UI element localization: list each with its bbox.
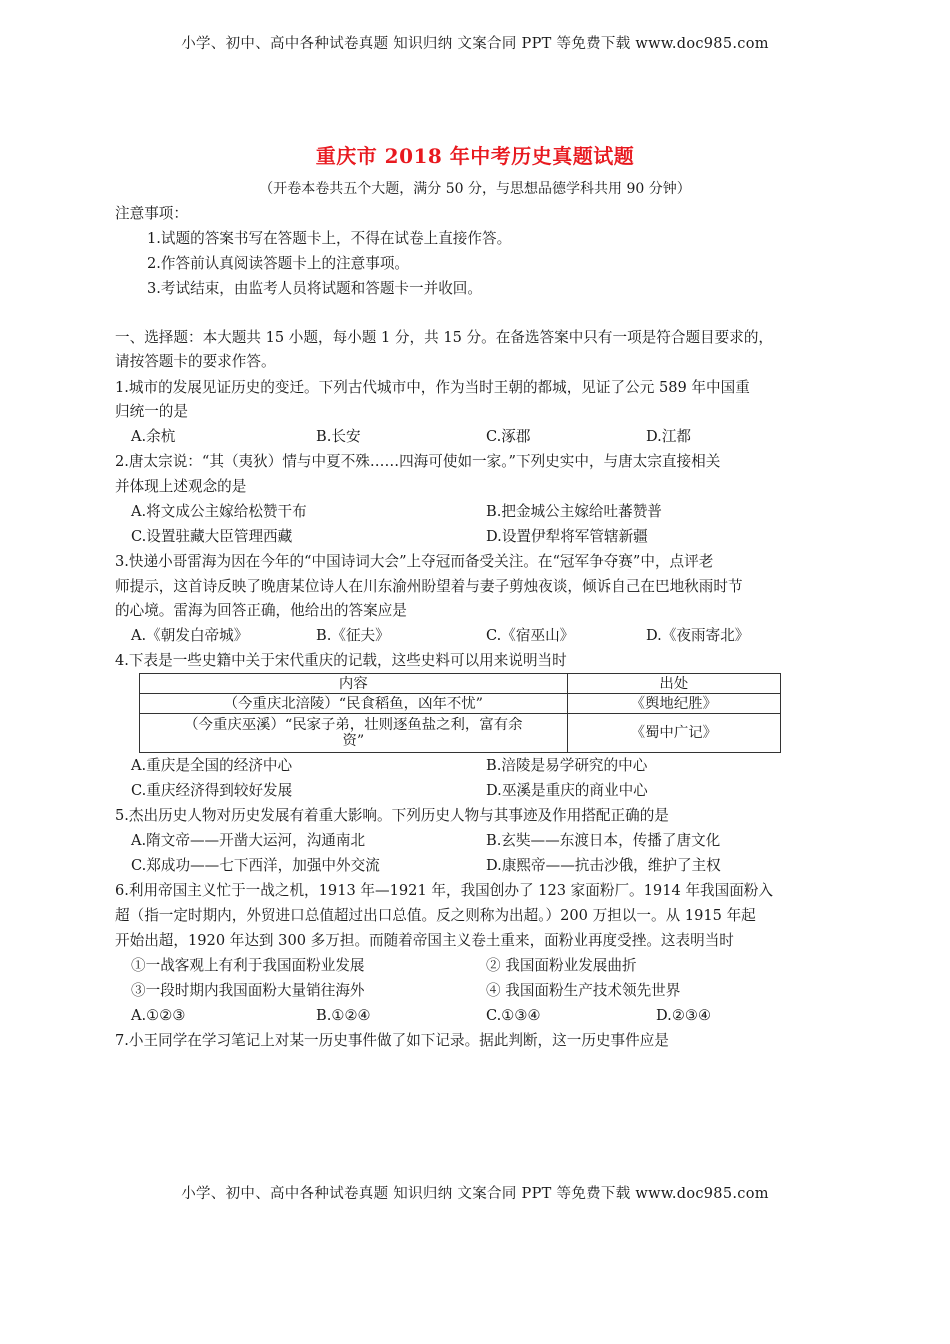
- q5-option-b: B.玄奘——东渡日本，传播了唐文化: [486, 832, 721, 849]
- q3-option-c: C.《宿巫山》: [486, 627, 575, 644]
- q6-option-b: B.①②④: [316, 1007, 371, 1024]
- table-cell-source: 《舆地纪胜》: [567, 694, 780, 714]
- table-cell-content-line: （今重庆巫溪）“民家子弟，壮则逐鱼盐之利，富有余: [184, 717, 523, 733]
- question-6-text: 超（指一定时期内，外贸进口总值超过出口总值。反之则称为出超。）200 万担以一。从 1915 年起: [115, 907, 756, 924]
- q6-option-d: D.②③④: [656, 1007, 712, 1024]
- source-table: [139, 673, 781, 753]
- q5-option-d: D.康熙帝——抗击沙俄，维护了主权: [486, 857, 721, 874]
- question-7-text: 7.小王同学在学习笔记上对某一历史事件做了如下记录。据此判断，这一历史事件应是: [115, 1032, 669, 1049]
- question-2-text: 并体现上述观念的是: [115, 478, 247, 495]
- q6-option-a: A.①②③: [131, 1007, 186, 1024]
- table-cell-content: （今重庆北涪陵）“民食稻鱼，凶年不忧”: [140, 694, 568, 714]
- q3-option-a: A.《朝发白帝城》: [131, 627, 249, 644]
- question-3-text: 师提示，这首诗反映了晚唐某位诗人在川东渝州盼望着与妻子剪烛夜谈，倾诉自己在巴地秋雨时节: [115, 578, 743, 595]
- q2-option-d: D.设置伊犁将军管辖新疆: [486, 528, 648, 545]
- table-header-row: [140, 674, 781, 694]
- notes-heading: 注意事项：: [115, 205, 188, 222]
- table-header-source: 出处: [567, 674, 780, 694]
- exam-subtitle: （开卷本卷共五个大题，满分 50 分，与思想品德学科共用 90 分钟）: [259, 181, 691, 197]
- q5-option-c: C.郑成功——七下西洋，加强中外交流: [131, 857, 380, 874]
- q6-statement: ③一段时期内我国面粉大量销往海外: [131, 982, 365, 999]
- q6-statement: ④ 我国面粉生产技术领先世界: [486, 982, 681, 999]
- table-header-content: 内容: [140, 674, 568, 694]
- q4-option-b: B.涪陵是易学研究的中心: [486, 757, 648, 774]
- question-4-text: 4.下表是一些史籍中关于宋代重庆的记载，这些史料可以用来说明当时: [115, 652, 567, 669]
- q6-option-c: C.①③④: [486, 1007, 541, 1024]
- table-row: [140, 714, 781, 753]
- question-1-text: 归统一的是: [115, 403, 188, 420]
- q5-option-a: A.隋文帝——开凿大运河，沟通南北: [131, 832, 366, 849]
- section-intro: 一、选择题：本大题共 15 小题，每小题 1 分，共 15 分。在备选答案中只有一项是符合题目要求的，: [115, 329, 774, 346]
- note-item: 3.考试结束，由监考人员将试题和答题卡一并收回。: [147, 280, 482, 297]
- q1-option-b: B.长安: [316, 428, 361, 445]
- table-cell-content: [140, 714, 568, 753]
- q3-option-d: D.《夜雨寄北》: [646, 627, 750, 644]
- question-6-text: 6.利用帝国主义忙于一战之机，1913 年—1921 年，我国创办了 123 家面粉厂。1914 年我国面粉入: [115, 882, 773, 899]
- q1-option-c: C.涿郡: [486, 428, 531, 445]
- table-cell-source: 《蜀中广记》: [567, 714, 780, 753]
- q6-statement: ①一战客观上有利于我国面粉业发展: [131, 957, 365, 974]
- q4-option-d: D.巫溪是重庆的商业中心: [486, 782, 648, 799]
- section-intro: 请按答题卡的要求作答。: [115, 353, 276, 370]
- question-2-text: 2.唐太宗说：“其（夷狄）情与中夏不殊……四海可使如一家。”下列史实中，与唐太宗直接相关: [115, 453, 721, 470]
- page-footer: 小学、初中、高中各种试卷真题 知识归纳 文案合同 PPT 等免费下载 www.doc985.com: [181, 1186, 769, 1202]
- q4-option-c: C.重庆经济得到较好发展: [131, 782, 293, 799]
- table-cell-content-line: 资”: [342, 733, 365, 749]
- q2-option-b: B.把金城公主嫁给吐蕃赞普: [486, 503, 662, 520]
- note-item: 1.试题的答案书写在答题卡上，不得在试卷上直接作答。: [147, 230, 512, 247]
- page-header: 小学、初中、高中各种试卷真题 知识归纳 文案合同 PPT 等免费下载 www.doc985.com: [181, 36, 769, 52]
- question-5-text: 5.杰出历史人物对历史发展有着重大影响。下列历史人物与其事迹及作用搭配正确的是: [115, 807, 669, 824]
- question-3-text: 的心境。雷海为回答正确，他给出的答案应是: [115, 602, 407, 619]
- q4-option-a: A.重庆是全国的经济中心: [131, 757, 293, 774]
- table-row: [140, 694, 781, 714]
- q1-option-d: D.江都: [646, 428, 692, 445]
- q3-option-b: B.《征夫》: [316, 627, 390, 644]
- q2-option-c: C.设置驻藏大臣管理西藏: [131, 528, 293, 545]
- question-1-text: 1.城市的发展见证历史的变迁。下列古代城市中，作为当时王朝的都城，见证了公元 589 年中国重: [115, 379, 750, 396]
- question-6-text: 开始出超，1920 年达到 300 多万担。而随着帝国主义卷土重来，面粉业再度受挫。这表明当时: [115, 932, 734, 949]
- exam-title: 重庆市 2018 年中考历史真题试题: [315, 144, 635, 168]
- q1-option-a: A.余杭: [131, 428, 176, 445]
- question-3-text: 3.快递小哥雷海为因在今年的“中国诗词大会”上夺冠而备受关注。在“冠军争夺赛”中，点评老: [115, 553, 714, 570]
- q2-option-a: A.将文成公主嫁给松赞干布: [131, 503, 307, 520]
- q6-statement: ② 我国面粉业发展曲折: [486, 957, 637, 974]
- note-item: 2.作答前认真阅读答题卡上的注意事项。: [147, 255, 410, 272]
